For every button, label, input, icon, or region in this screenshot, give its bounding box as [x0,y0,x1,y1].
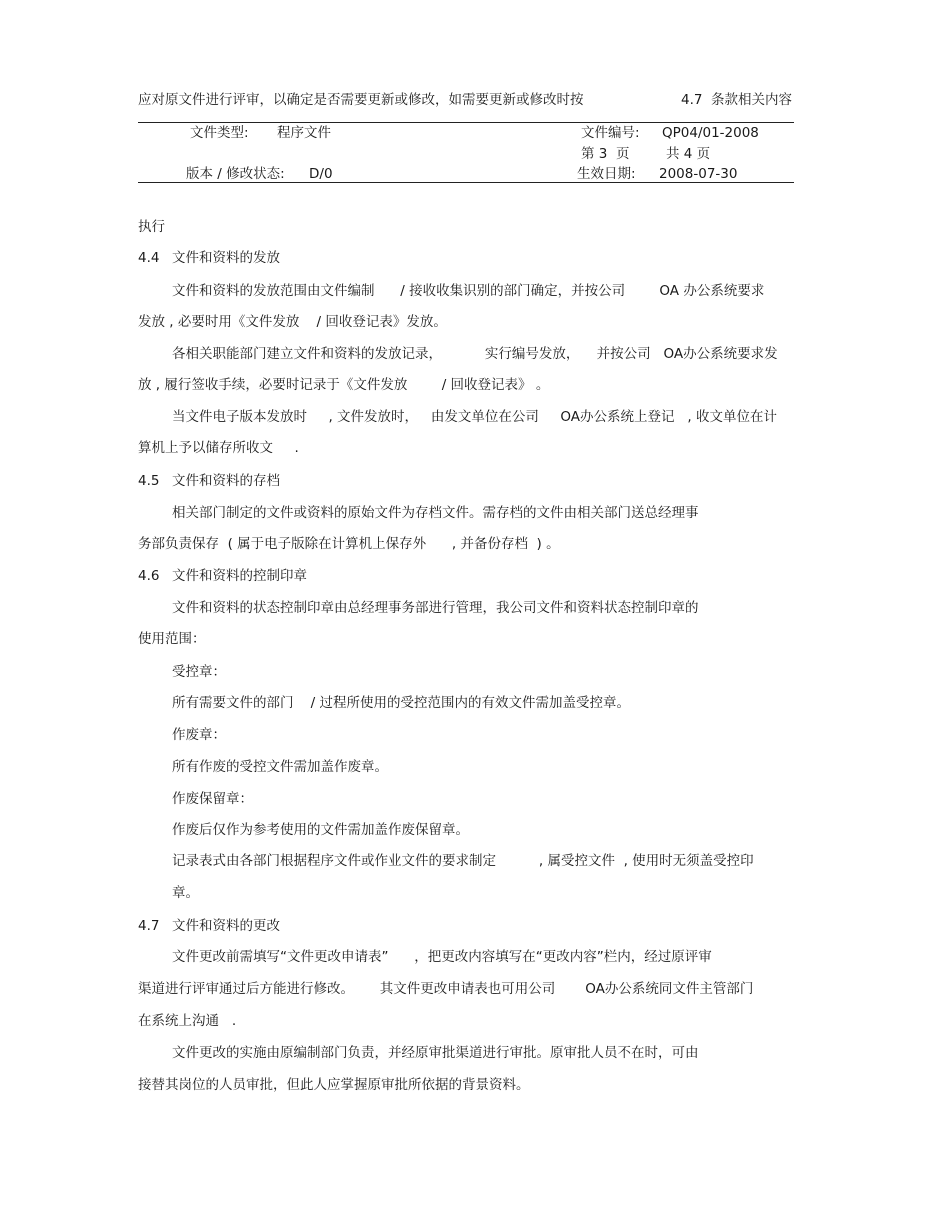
body-line: 文件更改的实施由原编制部门负责，并经原审批渠道进行审批。原审批人员不在时，可由 [172,1045,699,1061]
body-line: 发放 , 必要时用《文件发放 / 回收登记表》发放。 [138,314,447,330]
body-line: 务部负责保存 ( 属于电子版除在计算机上保存外 , 并备份存档 ) 。 [138,536,560,552]
header-bottom-rule [138,182,794,183]
body-line: 执行 [138,219,165,235]
body-line: 使用范围： [138,631,206,647]
body-line: 在系统上沟通 . [138,1013,237,1029]
section-title: 文件和资料的控制印章 [172,568,307,584]
doc-no-label: 文件编号: [581,125,640,141]
version-value: D/0 [309,166,333,182]
section-number: 4.7 [138,918,160,934]
body-line: 受控章： [172,664,226,680]
body-line: 作废后仅作为参考使用的文件需加盖作废保留章。 [172,822,469,838]
body-line: 当文件电子版本发放时 , 文件发放时， 由发文单位在公司 OA办公系统上登记 , 收文单位在计 [172,409,777,425]
doc-type-label: 文件类型: [190,125,249,141]
section-title: 文件和资料的更改 [172,918,280,934]
body-line: 接替其岗位的人员审批，但此人应掌握原审批所依据的背景资料。 [138,1077,530,1093]
section-number: 4.4 [138,250,160,266]
body-line: 放 , 履行签收手续，必要时记录于《文件发放 / 回收登记表》 。 [138,377,550,393]
section-title: 文件和资料的发放 [172,250,280,266]
body-line: 记录表式由各部门根据程序文件或作业文件的要求制定 , 属受控文件 , 使用时无须盖受控印 [172,853,754,869]
body-line: 章。 [172,885,199,901]
body-line: 文件更改前需填写“文件更改申请表” ，把更改内容填写在“更改内容”栏内，经过原评审 [172,949,712,965]
section-number: 4.5 [138,473,160,489]
body-line: 渠道进行评审通过后方能进行修改。 其文件更改申请表也可用公司 OA办公系统同文件主管部门 [138,981,754,997]
top-note: 应对原文件进行评审，以确定是否需要更新或修改，如需要更新或修改时按 [138,92,584,108]
effective-date-value: 2008-07-30 [659,166,738,182]
body-line: 作废章： [172,727,226,743]
body-line: 算机上予以储存所收文 . [138,440,299,456]
body-line: 所有需要文件的部门 / 过程所使用的受控范围内的有效文件需加盖受控章。 [172,695,631,711]
page-number: 第 3 页 [581,146,630,162]
version-label: 版本 / 修改状态: [186,166,285,182]
body-line: 文件和资料的发放范围由文件编制 / 接收收集识别的部门确定，并按公司 OA 办公系统要求 [172,283,765,299]
page-total: 共 4 页 [666,146,711,162]
header-top-rule [138,122,794,123]
body-line: 各相关职能部门建立文件和资料的发放记录， 实行编号发放， 并按公司 OA办公系统要求发 [172,346,778,362]
effective-date-label: 生效日期: [577,166,636,182]
body-line: 文件和资料的状态控制印章由总经理事务部进行管理，我公司文件和资料状态控制印章的 [172,600,699,616]
body-line: 相关部门制定的文件或资料的原始文件为存档文件。需存档的文件由相关部门送总经理事 [172,505,699,521]
doc-type-value: 程序文件 [277,125,331,141]
section-title: 文件和资料的存档 [172,473,280,489]
top-note-ref: 4.7 条款相关内容 [681,92,793,108]
doc-no-value: QP04/01-2008 [662,125,759,141]
body-line: 所有作废的受控文件需加盖作废章。 [172,759,388,775]
body-line: 作废保留章： [172,791,253,807]
section-number: 4.6 [138,568,160,584]
